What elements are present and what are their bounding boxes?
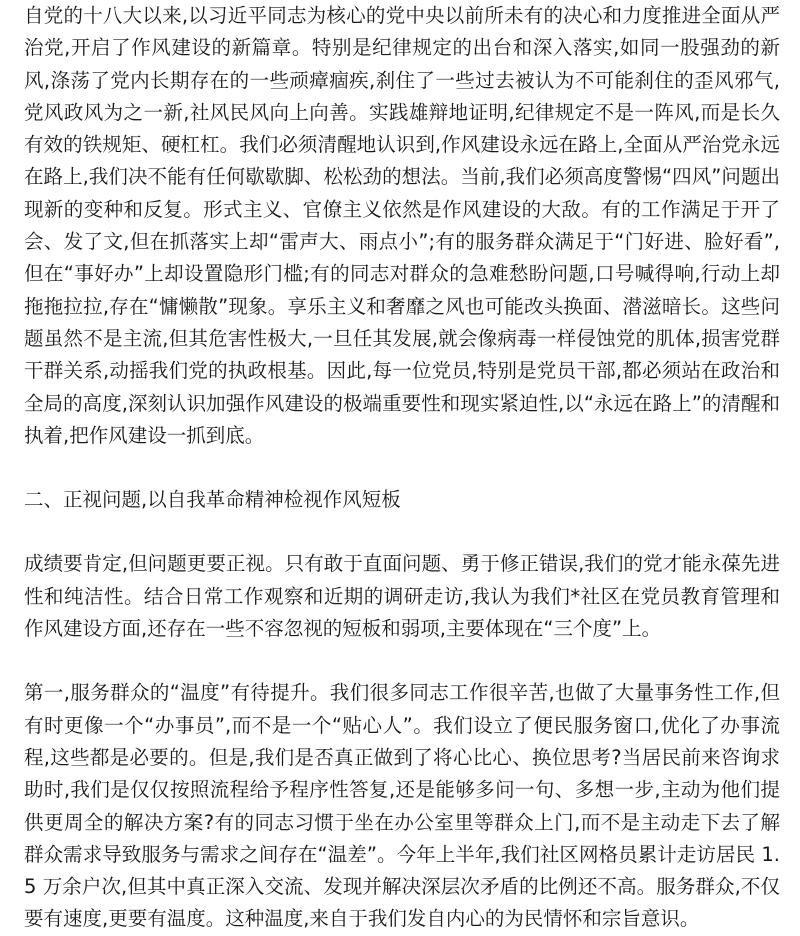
section-heading: 二、正视问题,以自我革命精神检视作风短板 — [24, 488, 401, 512]
paragraph-3: 第一,服务群众的“温度”有待提升。我们很多同志工作很辛苦,也做了大量事务性工作,但有时更像一个“办事员”,而不是一个“贴心人”。我们设立了便民服务窗口,优化了办事流程,这些都是必要的。但是,我们是否真正做到了将心比心、换位思考?当居民前来咨询求助时,我们是仅仅按照流程给予程序性答复,还是能够多问一句、多想一步,主动为他们提供更周全的解决方案?有的同志习惯于坐在办公室里等群众上门,而不是主动走下去了解群众需求导致服务与需求之间存在“温差”。今年上半年,我们社区网格员累计走访居民 1.5 万余户次,但其中真正深入交流、发现并解决深层次矛盾的比例还不高。服务群众,不仅要有速度,更要有温度。这种温度,来自于我们发自内心的为民情怀和宗旨意识。 — [24, 681, 780, 931]
paragraph-2: 成绩要肯定,但问题更要正视。只有敢于直面问题、勇于修正错误,我们的党才能永葆先进性和纯洁性。结合日常工作观察和近期的调研走访,我认为我们*社区在党员教育管理和作风建设方面,还存在一些不容忽视的短板和弱项,主要体现在“三个度”上。 — [24, 552, 780, 641]
document-page — [24, 0, 781, 931]
paragraph-1: 自党的十八大以来,以习近平同志为核心的党中央以前所未有的决心和力度推进全面从严治党,开启了作风建设的新篇章。特别是纪律规定的出台和深入落实,如同一股强劲的新风,涤荡了党内长期存在的一些顽瘴痼疾,刹住了一些过去被认为不可能刹住的歪风邪气,党风政风为之一新,社风民风向上向善。实践雄辩地证明,纪律规定不是一阵风,而是长久有效的铁规矩、硬杠杠。我们必须清醒地认识到,作风建设永远在路上,全面从严治党永远在路上,我们决不能有任何歇歇脚、松松劲的想法。当前,我们必须高度警惕“四风”问题出现新的变种和反复。形式主义、官僚主义依然是作风建设的大敌。有的工作满足于开了会、发了文,但在抓落实上却“雷声大、雨点小”;有的服务群众满足于“门好进、脸好看”,但在“事好办”上却设置隐形门槛;有的同志对群众的急难愁盼问题,口号喊得响,行动上却拖拖拉拉,存在“慵懒散”现象。享乐主义和奢靡之风也可能改头换面、潜滋暗长。这些问题虽然不是主流,但其危害性极大,一旦任其发展,就会像病毒一样侵蚀党的肌体,损害党群干群关系,动摇我们党的执政根基。因此,每一位党员,特别是党员干部,都必须站在政治和全局的高度,深刻认识加强作风建设的极端重要性和现实紧迫性,以“永远在路上”的清醒和执着,把作风建设一抓到底。 — [24, 4, 781, 447]
paragraph-gap — [24, 516, 780, 548]
paragraph-gap — [24, 452, 780, 484]
paragraph-gap — [24, 645, 780, 677]
